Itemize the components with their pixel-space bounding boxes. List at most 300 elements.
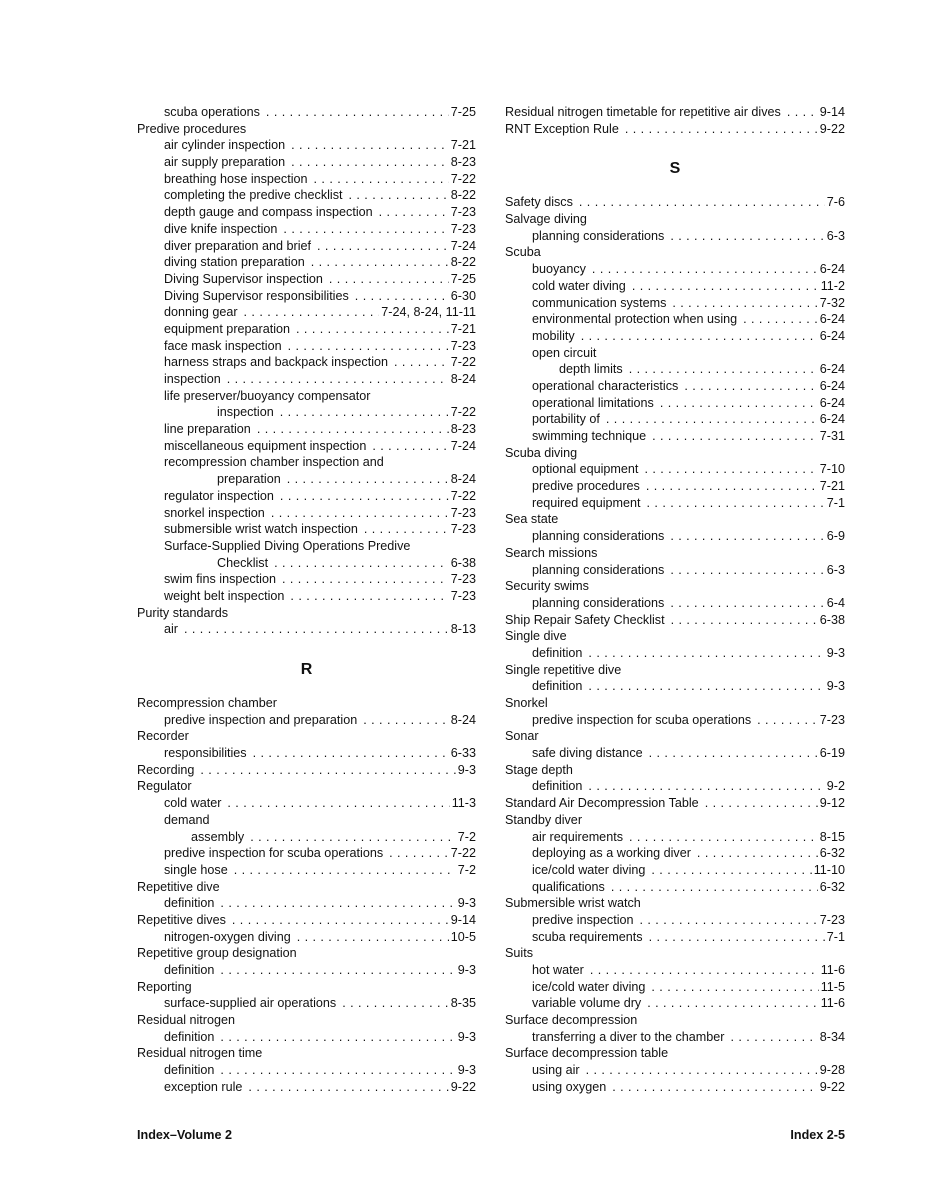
index-subentry (137, 404, 476, 421)
index-subentry (505, 278, 845, 295)
index-entry-term: definition (164, 896, 215, 911)
index-page-reference: 7-1 (826, 929, 845, 944)
index-entry-term: swim fins inspection (164, 572, 276, 587)
index-page-reference: 7-22 (450, 171, 476, 186)
index-subentry (137, 995, 476, 1012)
index-subentry (505, 595, 845, 612)
index-page-reference: 6-3 (826, 228, 845, 243)
index-page-reference: 7-23 (450, 588, 476, 603)
index-entry-term: qualifications (532, 879, 605, 894)
index-subentry (137, 354, 476, 371)
dot-leader (288, 338, 449, 355)
index-main-entry (137, 778, 476, 795)
index-subentry (505, 1062, 845, 1079)
index-subentry (137, 621, 476, 638)
index-entry-term: life preserver/buoyancy compensator (164, 388, 371, 403)
index-subentry (505, 1079, 845, 1096)
index-entry-term: Regulator (137, 779, 192, 794)
dot-leader (244, 304, 380, 321)
index-subentry (137, 288, 476, 305)
dot-leader (649, 929, 825, 946)
index-entry-term: Single repetitive dive (505, 662, 622, 677)
dot-leader (227, 795, 449, 812)
dot-leader (652, 428, 818, 445)
index-page-reference: 7-22 (450, 846, 476, 861)
index-subentry (505, 862, 845, 879)
index-subentry (137, 371, 476, 388)
index-entry-term: portability of (532, 412, 600, 427)
index-page-reference: 7-23 (450, 205, 476, 220)
dot-leader (342, 995, 449, 1012)
dot-leader (672, 295, 817, 312)
index-subentry (137, 588, 476, 605)
index-subentry (137, 812, 476, 829)
index-subentry (505, 361, 845, 378)
index-entry-term: open circuit (532, 345, 597, 360)
index-subentry (505, 528, 845, 545)
index-page-reference: 8-35 (450, 996, 476, 1011)
index-subentry (137, 238, 476, 255)
index-entry-term: Search missions (505, 545, 598, 560)
index-page-reference: 9-2 (826, 779, 845, 794)
index-page-reference: 7-25 (450, 105, 476, 119)
index-entry-term: Surface decompression (505, 1013, 638, 1028)
index-main-entry (505, 194, 845, 211)
index-main-entry (137, 1045, 476, 1062)
index-page-reference: 9-28 (819, 1063, 845, 1078)
index-entry-term: definition (164, 963, 215, 977)
dot-leader (625, 121, 818, 138)
index-entry-term: air requirements (532, 829, 623, 844)
dot-leader (670, 528, 824, 545)
index-subentry (505, 428, 845, 445)
index-entry-term: exception rule (164, 1079, 243, 1094)
index-page-reference: 8-23 (450, 422, 476, 437)
index-subentry (137, 321, 476, 338)
index-page-reference: 9-3 (826, 645, 845, 660)
index-page-reference: 11-6 (820, 996, 845, 1011)
index-entry-term: planning considerations (532, 529, 665, 544)
index-entry-term: Recompression chamber (137, 696, 277, 710)
dot-leader (731, 1029, 818, 1046)
index-subentry (505, 328, 845, 345)
index-subentry (505, 678, 845, 695)
dot-leader (612, 1079, 818, 1096)
dot-leader (629, 361, 818, 378)
index-subentry (137, 1029, 476, 1046)
index-page-reference: 8-15 (819, 829, 845, 844)
index-entry-term: definition (532, 645, 583, 660)
dot-leader (590, 962, 819, 979)
index-entry-term: inspection (164, 372, 221, 386)
index-subentry (505, 311, 845, 328)
dot-leader (389, 845, 449, 862)
index-subentry (137, 254, 476, 271)
index-entry-term: Ship Repair Safety Checklist (505, 612, 665, 627)
index-subentry (137, 454, 476, 471)
index-entry-term: Predive procedures (137, 121, 247, 136)
index-subentry (137, 829, 476, 846)
index-entry-term: Scuba diving (505, 445, 578, 460)
dot-leader (274, 555, 449, 572)
dot-leader (291, 154, 449, 171)
index-subentry (137, 895, 476, 912)
index-subentry (137, 438, 476, 455)
index-main-entry (505, 545, 845, 562)
dot-leader (349, 187, 449, 204)
page-footer (137, 1128, 845, 1142)
dot-leader (647, 495, 825, 512)
index-entry-term: Sea state (505, 512, 559, 527)
index-page-reference: 6-24 (819, 378, 845, 393)
index-entry-term: breathing hose inspection (164, 171, 308, 186)
index-main-entry (505, 612, 845, 629)
index-entry-term: completing the predive checklist (164, 188, 343, 203)
index-page-reference: 6-19 (819, 746, 845, 761)
index-subentry (137, 304, 476, 321)
dot-leader (220, 1029, 455, 1046)
dot-leader (579, 194, 825, 211)
index-page-reference: 9-22 (450, 1079, 476, 1094)
index-entry-term: Suits (505, 946, 533, 961)
index-subentry (505, 478, 845, 495)
dot-leader (250, 829, 456, 846)
index-subentry (505, 845, 845, 862)
dot-leader (649, 745, 818, 762)
dot-leader (311, 254, 449, 271)
index-entry-term: transferring a diver to the chamber (532, 1029, 725, 1044)
index-entry-term: line preparation (164, 422, 251, 437)
index-main-entry (505, 628, 845, 645)
dot-leader (394, 354, 449, 371)
index-entry-term: Single dive (505, 629, 567, 644)
dot-leader (670, 595, 824, 612)
index-entry-term: air cylinder inspection (164, 138, 286, 153)
index-page-reference: 9-3 (826, 679, 845, 694)
dot-leader (588, 678, 824, 695)
dot-leader (266, 104, 449, 121)
index-entry-term: planning considerations (532, 228, 665, 243)
dot-leader (606, 411, 818, 428)
index-page-reference: 11-6 (820, 963, 845, 977)
index-entry-term: harness straps and backpack inspection (164, 355, 389, 370)
index-page-reference: 7-21 (450, 138, 476, 153)
dot-leader (757, 712, 818, 729)
index-subentry (505, 829, 845, 846)
index-page-reference: 9-22 (819, 121, 845, 136)
index-section-letter: R (300, 661, 313, 678)
index-entry-term: swimming technique (532, 429, 647, 443)
dot-leader (647, 995, 819, 1012)
index-main-entry (505, 445, 845, 462)
index-subentry (505, 461, 845, 478)
index-page-reference: 7-23 (450, 572, 476, 587)
index-subentry (137, 1062, 476, 1079)
index-entry-term: safe diving distance (532, 746, 643, 761)
index-subentry (137, 221, 476, 238)
dot-leader (184, 621, 449, 638)
dot-leader (743, 311, 818, 328)
index-subentry (137, 154, 476, 171)
index-entry-term: recompression chamber inspection and (164, 455, 384, 470)
index-entry-term: face mask inspection (164, 338, 282, 353)
index-entry-term: Standard Air Decompression Table (505, 796, 699, 811)
index-entry-term: regulator inspection (164, 488, 274, 503)
index-subentry (505, 261, 845, 278)
index-page-reference: 7-2 (457, 829, 476, 844)
index-main-entry (137, 695, 476, 712)
dot-leader (227, 371, 449, 388)
index-subentry (137, 421, 476, 438)
index-main-entry (505, 695, 845, 712)
index-main-entry (505, 1045, 845, 1062)
index-entry-term: Surface-Supplied Diving Operations Predive (164, 538, 411, 553)
index-page-reference: 8-34 (819, 1029, 845, 1044)
dot-leader (220, 1062, 455, 1079)
dot-leader (355, 288, 449, 305)
index-entry-term: Purity standards (137, 605, 228, 620)
index-subentry (505, 712, 845, 729)
index-subentry (137, 712, 476, 729)
index-entry-term: RNT Exception Rule (505, 121, 619, 136)
index-page-reference: 6-24 (819, 328, 845, 343)
dot-leader (364, 521, 449, 538)
index-subentry (137, 204, 476, 221)
index-page-reference: 7-23 (450, 221, 476, 236)
index-entry-term: variable volume dry (532, 996, 642, 1011)
dot-leader (670, 228, 824, 245)
index-subentry (137, 555, 476, 572)
index-entry-term: depth limits (559, 362, 623, 377)
index-page-reference: 9-3 (457, 896, 476, 911)
index-entry-term: equipment preparation (164, 321, 291, 336)
index-page-reference: 7-6 (826, 195, 845, 210)
index-subentry (137, 962, 476, 979)
dot-leader (705, 795, 818, 812)
dot-leader (253, 745, 449, 762)
dot-leader (290, 588, 448, 605)
index-page-reference: 6-4 (826, 595, 845, 610)
index-subentry (137, 505, 476, 522)
dot-leader (220, 962, 455, 979)
dot-leader (271, 505, 449, 522)
index-page-reference: 10-5 (450, 929, 476, 944)
index-page-reference: 7-23 (450, 505, 476, 520)
index-entry-term: Recording (137, 762, 195, 777)
index-entry-term: predive inspection for scuba operations (164, 846, 384, 861)
index-page-reference: 8-24 (450, 712, 476, 727)
index-entry-term: air (164, 622, 178, 637)
footer-volume-label: Index–Volume 2 (137, 1128, 232, 1142)
index-page-reference: 6-9 (826, 529, 845, 544)
index-subentry (137, 171, 476, 188)
index-main-entry (137, 979, 476, 996)
index-entry-term: Residual nitrogen time (137, 1046, 263, 1061)
index-main-entry (505, 812, 845, 829)
index-entry-term: using air (532, 1063, 580, 1078)
index-page-reference: 11-10 (813, 862, 845, 877)
index-subentry (505, 745, 845, 762)
index-entry-term: using oxygen (532, 1079, 607, 1094)
index-page-reference: 6-24 (819, 412, 845, 427)
index-entry-term: air supply preparation (164, 155, 286, 170)
index-page-reference: 9-14 (819, 105, 845, 119)
index-subentry (137, 521, 476, 538)
index-page-reference: 9-14 (450, 912, 476, 927)
dot-leader (280, 404, 449, 421)
index-section-letter: S (669, 160, 681, 178)
index-entry-term: nitrogen-oxygen diving (164, 929, 291, 944)
dot-leader (660, 395, 818, 412)
index-entry-term: predive inspection and preparation (164, 712, 358, 727)
index-entry-term: ice/cold water diving (532, 862, 646, 877)
index-page-reference: 7-1 (826, 495, 845, 510)
dot-leader (317, 238, 449, 255)
index-subentry (137, 388, 476, 405)
index-subentry (137, 745, 476, 762)
index-entry-term: single hose (164, 862, 228, 877)
index-entry-term: buoyancy (532, 262, 586, 277)
index-page-reference: 6-24 (819, 312, 845, 327)
index-entry-term: inspection (217, 405, 274, 420)
index-subentry (505, 395, 845, 412)
dot-leader (646, 478, 818, 495)
index-entry-term: hot water (532, 963, 584, 977)
index-entry-term: required equipment (532, 495, 641, 510)
index-entry-term: Standby diver (505, 812, 583, 827)
footer-page-number: Index 2-5 (790, 1128, 845, 1142)
index-column-left (137, 104, 476, 1096)
index-page-reference: 6-32 (819, 846, 845, 861)
dot-leader (297, 929, 449, 946)
index-entry-term: definition (532, 679, 583, 694)
index-entry-term: Scuba (505, 245, 541, 260)
index-subentry (137, 571, 476, 588)
index-subentry (505, 295, 845, 312)
index-entry-term: Reporting (137, 979, 192, 994)
index-page-reference: 7-32 (819, 295, 845, 310)
index-page-reference: 9-3 (457, 1029, 476, 1044)
index-subentry (505, 345, 845, 362)
index-page-reference: 6-38 (450, 555, 476, 570)
dot-leader (611, 879, 818, 896)
index-page-reference: 7-31 (819, 429, 845, 443)
dot-leader (280, 488, 449, 505)
index-main-entry (137, 762, 476, 779)
index-main-entry (505, 662, 845, 679)
index-main-entry (505, 795, 845, 812)
index-entry-term: Repetitive dive (137, 879, 220, 894)
index-page-reference: 8-24 (450, 472, 476, 487)
index-subentry (505, 1029, 845, 1046)
dot-leader (651, 979, 818, 996)
index-entry-term: diver preparation and brief (164, 238, 312, 253)
dot-leader (296, 321, 449, 338)
index-entry-term: definition (164, 1063, 215, 1078)
index-subentry (505, 995, 845, 1012)
index-entry-term: definition (532, 779, 583, 794)
dot-leader (291, 137, 449, 154)
index-subentry (505, 962, 845, 979)
index-page-reference: 7-24 (450, 238, 476, 253)
index-page-reference: 8-22 (450, 255, 476, 270)
index-subentry (505, 879, 845, 896)
dot-leader (372, 438, 448, 455)
index-page-reference: 9-3 (457, 1063, 476, 1078)
index-entry-term: Recorder (137, 729, 189, 744)
index-page-reference: 8-23 (450, 155, 476, 170)
dot-leader (671, 612, 818, 629)
index-subentry (137, 795, 476, 812)
index-main-entry (505, 578, 845, 595)
index-main-entry (137, 605, 476, 622)
index-entry-term: optional equipment (532, 462, 639, 477)
dot-leader (684, 378, 817, 395)
index-page-reference: 6-32 (819, 879, 845, 894)
index-subentry (137, 538, 476, 555)
index-page-reference: 9-22 (819, 1079, 845, 1094)
index-subentry (505, 411, 845, 428)
dot-leader (232, 912, 449, 929)
index-subentry (137, 1079, 476, 1096)
index-entry-term: cold water (164, 796, 222, 811)
dot-leader (632, 278, 819, 295)
index-entry-term: submersible wrist watch inspection (164, 522, 358, 537)
index-entry-term: surface-supplied air operations (164, 996, 337, 1011)
index-main-entry (137, 945, 476, 962)
index-entry-term: definition (164, 1029, 215, 1044)
index-entry-term: Residual nitrogen (137, 1013, 236, 1028)
index-entry-term: Salvage diving (505, 212, 587, 227)
dot-leader (640, 912, 818, 929)
dot-leader (629, 829, 818, 846)
index-subentry (137, 137, 476, 154)
index-page-reference: 7-24, 8-24, 11-11 (381, 305, 476, 320)
index-entry-term: Residual nitrogen timetable for repetitive air dives (505, 105, 781, 119)
index-subentry (505, 979, 845, 996)
index-main-entry (505, 762, 845, 779)
dot-leader (581, 328, 818, 345)
index-subentry (137, 104, 476, 121)
index-main-entry (505, 121, 845, 138)
index-entry-term: Diving Supervisor responsibilities (164, 288, 349, 303)
index-entry-term: assembly (191, 829, 245, 844)
index-page-reference: 7-23 (819, 912, 845, 927)
index-page-reference: 6-24 (819, 362, 845, 377)
dot-leader (651, 862, 811, 879)
dot-leader (363, 712, 449, 729)
index-entry-term: Checklist (217, 555, 269, 570)
index-entry-term: planning considerations (532, 562, 665, 577)
dot-leader (697, 845, 818, 862)
index-page-reference: 8-24 (450, 372, 476, 386)
index-subentry (137, 187, 476, 204)
dot-leader (670, 562, 824, 579)
index-main-entry (505, 728, 845, 745)
index-main-entry (137, 879, 476, 896)
index-subentry (505, 929, 845, 946)
index-page-reference: 9-12 (819, 796, 845, 811)
index-entry-term: predive procedures (532, 479, 640, 494)
dot-leader (282, 571, 449, 588)
index-entry-term: dive knife inspection (164, 221, 278, 236)
index-entry-term: communication systems (532, 295, 667, 310)
index-entry-term: operational characteristics (532, 378, 679, 393)
index-page-reference: 9-3 (457, 762, 476, 777)
index-entry-term: responsibilities (164, 746, 247, 761)
dot-leader (220, 895, 455, 912)
index-page-reference: 7-10 (819, 462, 845, 477)
